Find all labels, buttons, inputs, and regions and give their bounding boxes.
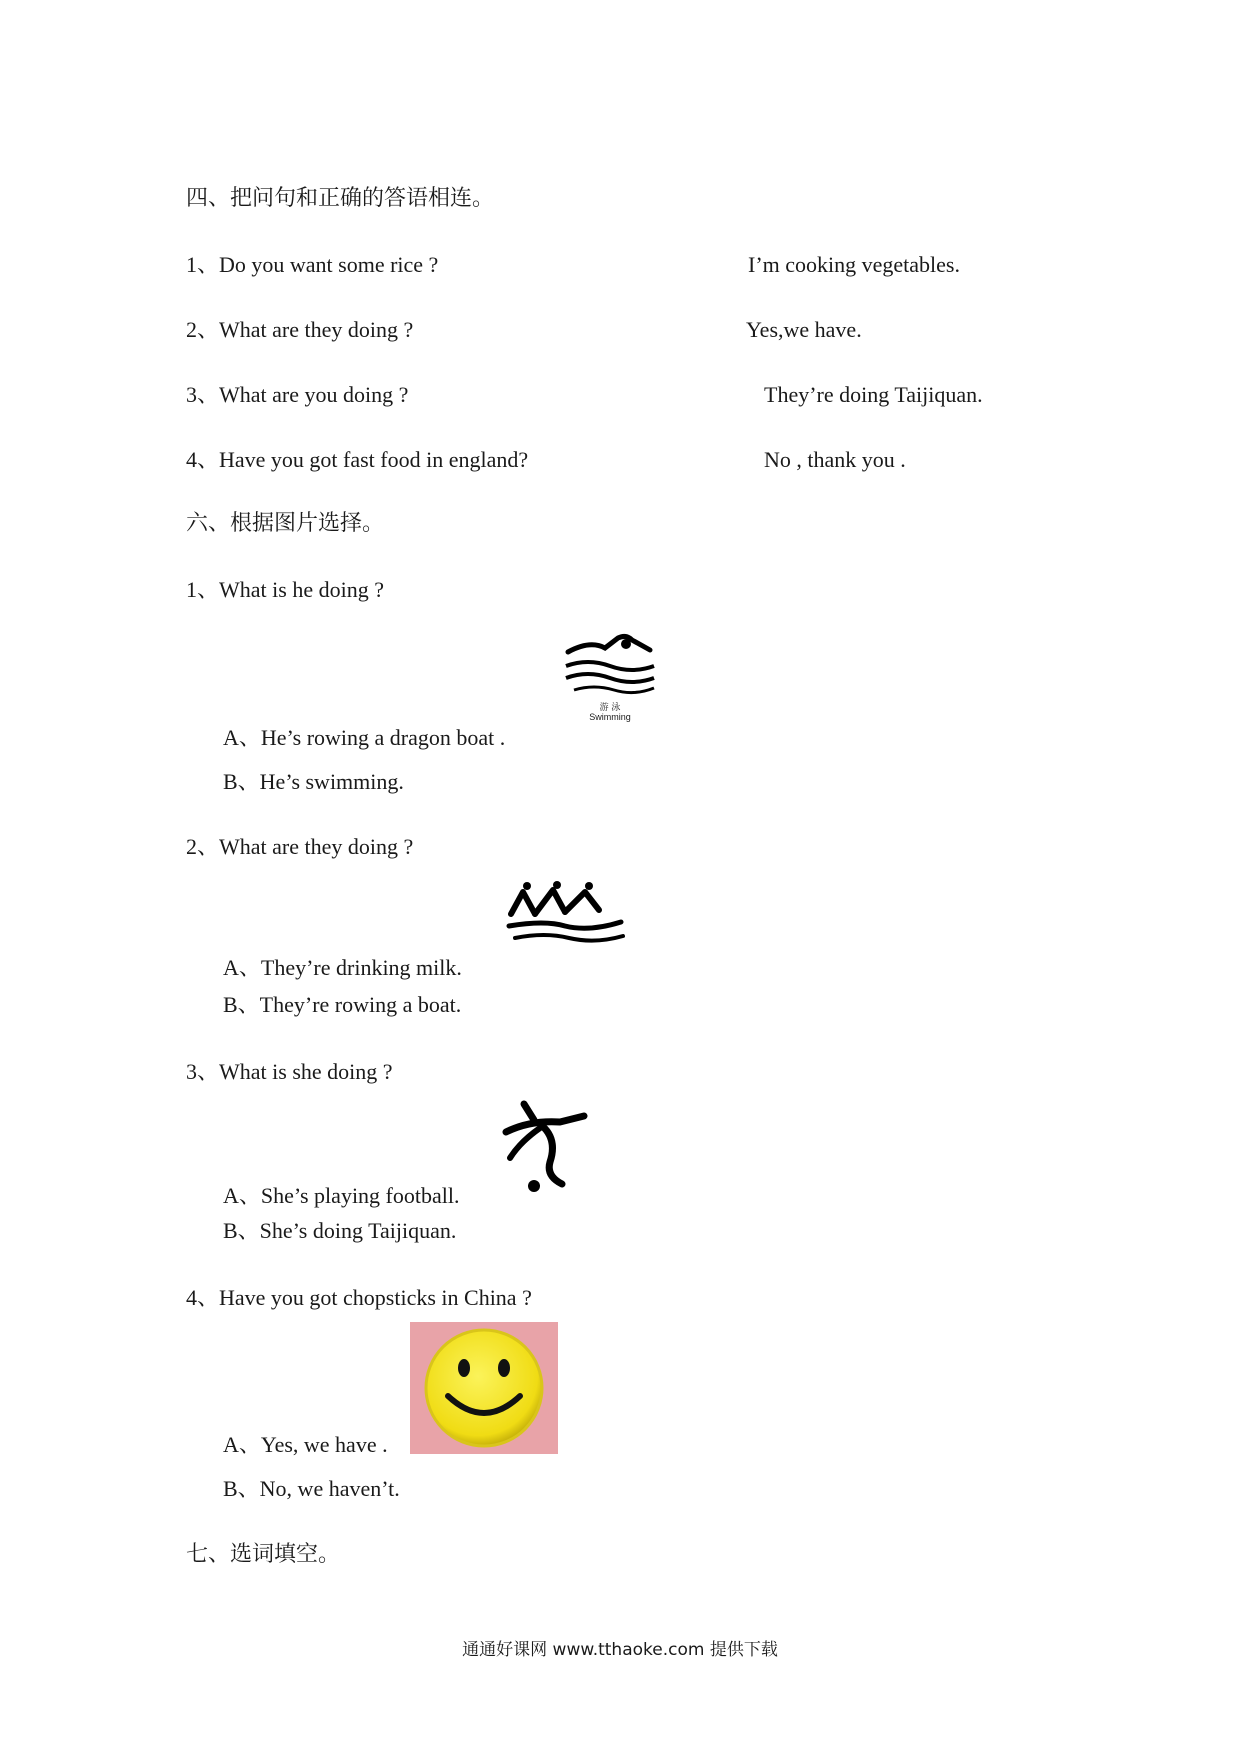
section6-heading: 六、根据图片选择。	[186, 511, 385, 536]
answer-2: Yes,we have.	[746, 317, 862, 342]
swimming-caption-en: Swimming	[589, 712, 631, 722]
item1-question: 1、What is he doing ?	[186, 577, 384, 602]
swimming-caption-cn: 游 泳	[599, 703, 621, 713]
item3-option-b: B、She’s doing Taijiquan.	[223, 1218, 457, 1243]
item1-option-b: B、He’s swimming.	[223, 769, 404, 794]
answer-4: No , thank you .	[764, 447, 906, 472]
item3-question: 3、What is she doing ?	[186, 1059, 393, 1084]
item4-question: 4、Have you got chopsticks in China ?	[186, 1285, 532, 1310]
question-2: 2、What are they doing ?	[186, 317, 414, 342]
question-4: 4、Have you got fast food in england?	[186, 447, 529, 472]
item2-option-a: A、They’re drinking milk.	[223, 955, 462, 980]
item1-option-a: A、He’s rowing a dragon boat .	[223, 725, 506, 750]
section4-heading: 四、把问句和正确的答语相连。	[186, 186, 495, 211]
item2-option-b: B、They’re rowing a boat.	[223, 992, 462, 1017]
answer-1: I’m cooking vegetables.	[748, 252, 960, 277]
smiley-face-icon	[410, 1322, 558, 1454]
question-3: 3、What are you doing ?	[186, 382, 409, 407]
item4-option-a: A、Yes, we have .	[223, 1432, 388, 1457]
item4-option-b: B、No, we haven’t.	[223, 1476, 400, 1501]
question-1: 1、Do you want some rice ?	[186, 252, 439, 277]
section7-heading: 七、选词填空。	[186, 1542, 341, 1567]
answer-3: They’re doing Taijiquan.	[764, 382, 983, 407]
page-footer: 通通好课网 www.tthaoke.com 提供下载	[462, 1640, 778, 1660]
rowing-pictogram-icon	[505, 880, 627, 956]
swimming-pictogram-icon	[560, 632, 660, 728]
item3-option-a: A、She’s playing football.	[223, 1183, 460, 1208]
item2-question: 2、What are they doing ?	[186, 834, 414, 859]
football-pictogram-icon	[500, 1098, 592, 1196]
